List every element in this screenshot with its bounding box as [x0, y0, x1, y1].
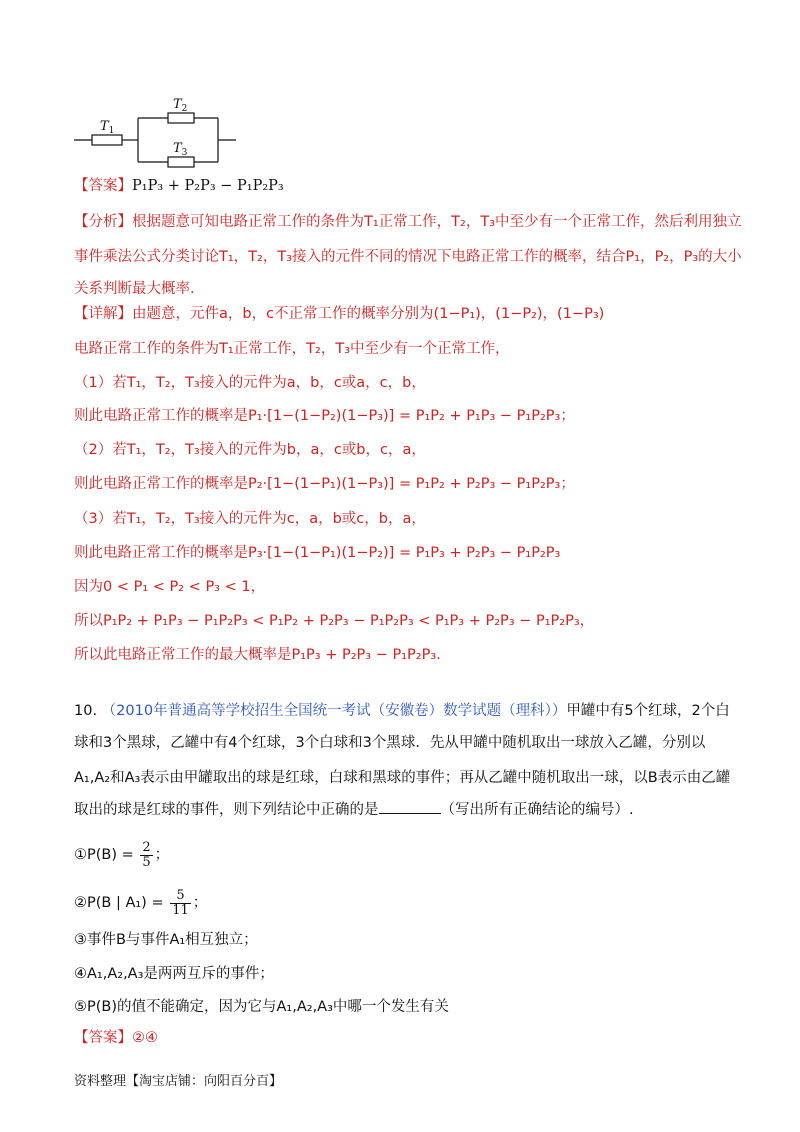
analysis-line-1 [74, 212, 742, 232]
analysis-line-3: 关系判断最大概率. [74, 281, 195, 297]
option-1-lhs: ①P(B) = [74, 847, 139, 863]
circuit-diagram [70, 90, 250, 170]
detail-tag: 【详解】 [74, 306, 132, 322]
q10-line-2: 球和3个黑球，乙罐中有4个红球，3个白球和3个黑球．先从甲罐中随机取出一球放入乙罐，分别以 [74, 735, 706, 751]
resistor-t2 [168, 113, 194, 123]
detail-line-2: 电路正常工作的条件为T₁正常工作，T₂，T₃中至少有一个正常工作， [74, 341, 510, 357]
question-number: 10. [74, 703, 98, 719]
analysis-tag: 【分析】 [74, 214, 132, 230]
detail-line-1 [74, 304, 604, 324]
detail-so: 所以P₁P₂ + P₁P₃ − P₁P₂P₃ < P₁P₂ + P₂P₃ − P₁P₂P₃ < P₁P₃ + P₂P₃ − P₁P₂P₃， [74, 613, 595, 629]
answer-formula: P₁P₃ + P₂P₃ − P₁P₂P₃ [132, 178, 284, 194]
q10-text-4a: 取出的球是红球的事件，则下列结论中正确的是 [74, 802, 379, 818]
analysis-line-2: 事件乘法公式分类讨论T₁，T₂，T₃接入的元件不同的情况下电路正常工作的概率，结合P₁，P₂，P₃的大小 [74, 249, 742, 265]
detail-case-2: （2）若T₁，T₂，T₃接入的元件为b，a，c或b，c，a， [74, 442, 426, 458]
answer-line [74, 176, 284, 196]
detail-case-3: （3）若T₁，T₂，T₃接入的元件为c，a，b或c，b，a， [74, 511, 426, 527]
q10-line-1 [74, 701, 730, 721]
label-t3: $T_3$ [173, 141, 188, 158]
option-2 [74, 888, 207, 918]
q10-answer-tag: 【答案】 [74, 1030, 132, 1046]
detail-conclusion: 所以此电路正常工作的最大概率是P₁P₃ + P₂P₃ − P₁P₂P₃. [74, 647, 441, 663]
option-1 [74, 840, 169, 870]
option-1-end: ； [154, 847, 170, 863]
option-4: ④A₁,A₂,A₃是两两互斥的事件； [74, 966, 274, 982]
option-2-lhs: ②P(B | A₁) = [74, 895, 169, 911]
q10-answer [74, 1028, 158, 1048]
detail-because: 因为0 < P₁ < P₂ < P₃ < 1， [74, 579, 266, 595]
fraction-2-5: $\frac{2}{5}$ [142, 839, 151, 870]
answer-tag: 【答案】 [74, 178, 132, 194]
q10-answer-value: ②④ [132, 1030, 158, 1046]
q10-line-4 [74, 799, 634, 820]
resistor-t3 [168, 157, 194, 167]
label-t1: $T_1$ [100, 119, 115, 136]
detail-case-2-prob: 则此电路正常工作的概率是P₂·[1−(1−P₁)(1−P₃)] = P₁P₂ + P₂P₃ − P₁P₂P₃； [74, 476, 575, 492]
detail-case-1: （1）若T₁，T₂，T₃接入的元件为a，b，c或a，c，b， [74, 375, 426, 391]
option-3: ③事件B与事件A₁相互独立； [74, 932, 258, 948]
answer-blank [379, 799, 441, 814]
label-t2: $T_2$ [173, 97, 188, 114]
fraction-5-11: $\frac{5}{11}$ [172, 887, 189, 918]
footer-source: 资料整理【淘宝店铺：向阳百分百】 [74, 1074, 283, 1089]
option-2-end: ； [192, 895, 208, 911]
q10-text-4b: （写出所有正确结论的编号）. [440, 802, 634, 818]
detail-case-3-prob: 则此电路正常工作的概率是P₃·[1−(1−P₁)(1−P₂)] = P₁P₃ + P₂P₃ − P₁P₂P₃ [74, 545, 561, 561]
analysis-text-1: 根据题意可知电路正常工作的条件为T₁正常工作，T₂，T₃中至少有一个正常工作，然后利用独立 [132, 214, 742, 230]
resistor-t1 [92, 135, 122, 145]
q10-line-3: A₁,A₂和A₃表示由甲罐取出的球是红球，白球和黑球的事件；再从乙罐中随机取出一球，以B表示由乙罐 [74, 770, 731, 786]
detail-case-1-prob: 则此电路正常工作的概率是P₁·[1−(1−P₂)(1−P₃)] = P₁P₂ + P₁P₃ − P₁P₂P₃； [74, 408, 575, 424]
question-source: （2010年普通高等学校招生全国统一考试（安徽卷）数学试题（理科）） [101, 703, 567, 719]
option-5: ⑤P(B)的值不能确定，因为它与A₁,A₂,A₃中哪一个发生有关 [74, 999, 449, 1015]
q10-text-1: 甲罐中有5个红球，2个白 [566, 703, 730, 719]
detail-text-1: 由题意，元件a，b，c不正常工作的概率分别为(1−P₁)，(1−P₂)，(1−P₃) [132, 306, 605, 322]
